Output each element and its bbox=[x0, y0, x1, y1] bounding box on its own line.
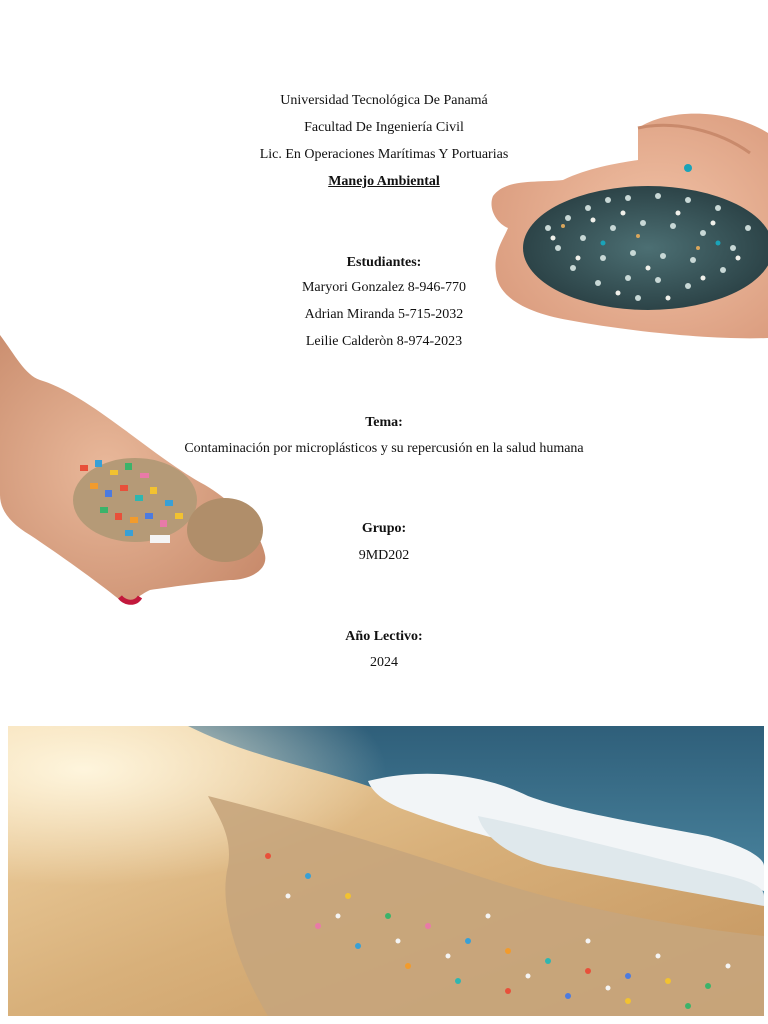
group-value: 9MD202 bbox=[358, 548, 410, 563]
student-name: Leilie Calderòn 8-974-2023 bbox=[305, 334, 463, 349]
student-name: Adrian Miranda 5-715-2032 bbox=[304, 307, 464, 322]
faculty-name: Facultad De Ingeniería Civil bbox=[304, 120, 464, 135]
topic-label: Tema: bbox=[365, 415, 403, 430]
student-name: Maryori Gonzalez 8-946-770 bbox=[301, 280, 467, 295]
course-title: Manejo Ambiental bbox=[328, 174, 440, 189]
topic-value: Contaminación por microplásticos y su repercusión en la salud humana bbox=[184, 441, 584, 456]
hand-microplastics-image bbox=[0, 335, 270, 607]
group-label: Grupo: bbox=[361, 521, 407, 536]
students-label: Estudiantes: bbox=[346, 255, 422, 270]
year-value: 2024 bbox=[370, 655, 398, 670]
beach-microplastics-image bbox=[8, 726, 764, 1016]
program-name: Lic. En Operaciones Marítimas Y Portuarias bbox=[259, 147, 509, 162]
year-label: Año Lectivo: bbox=[345, 629, 423, 644]
university-name: Universidad Tecnológica De Panamá bbox=[280, 93, 488, 108]
